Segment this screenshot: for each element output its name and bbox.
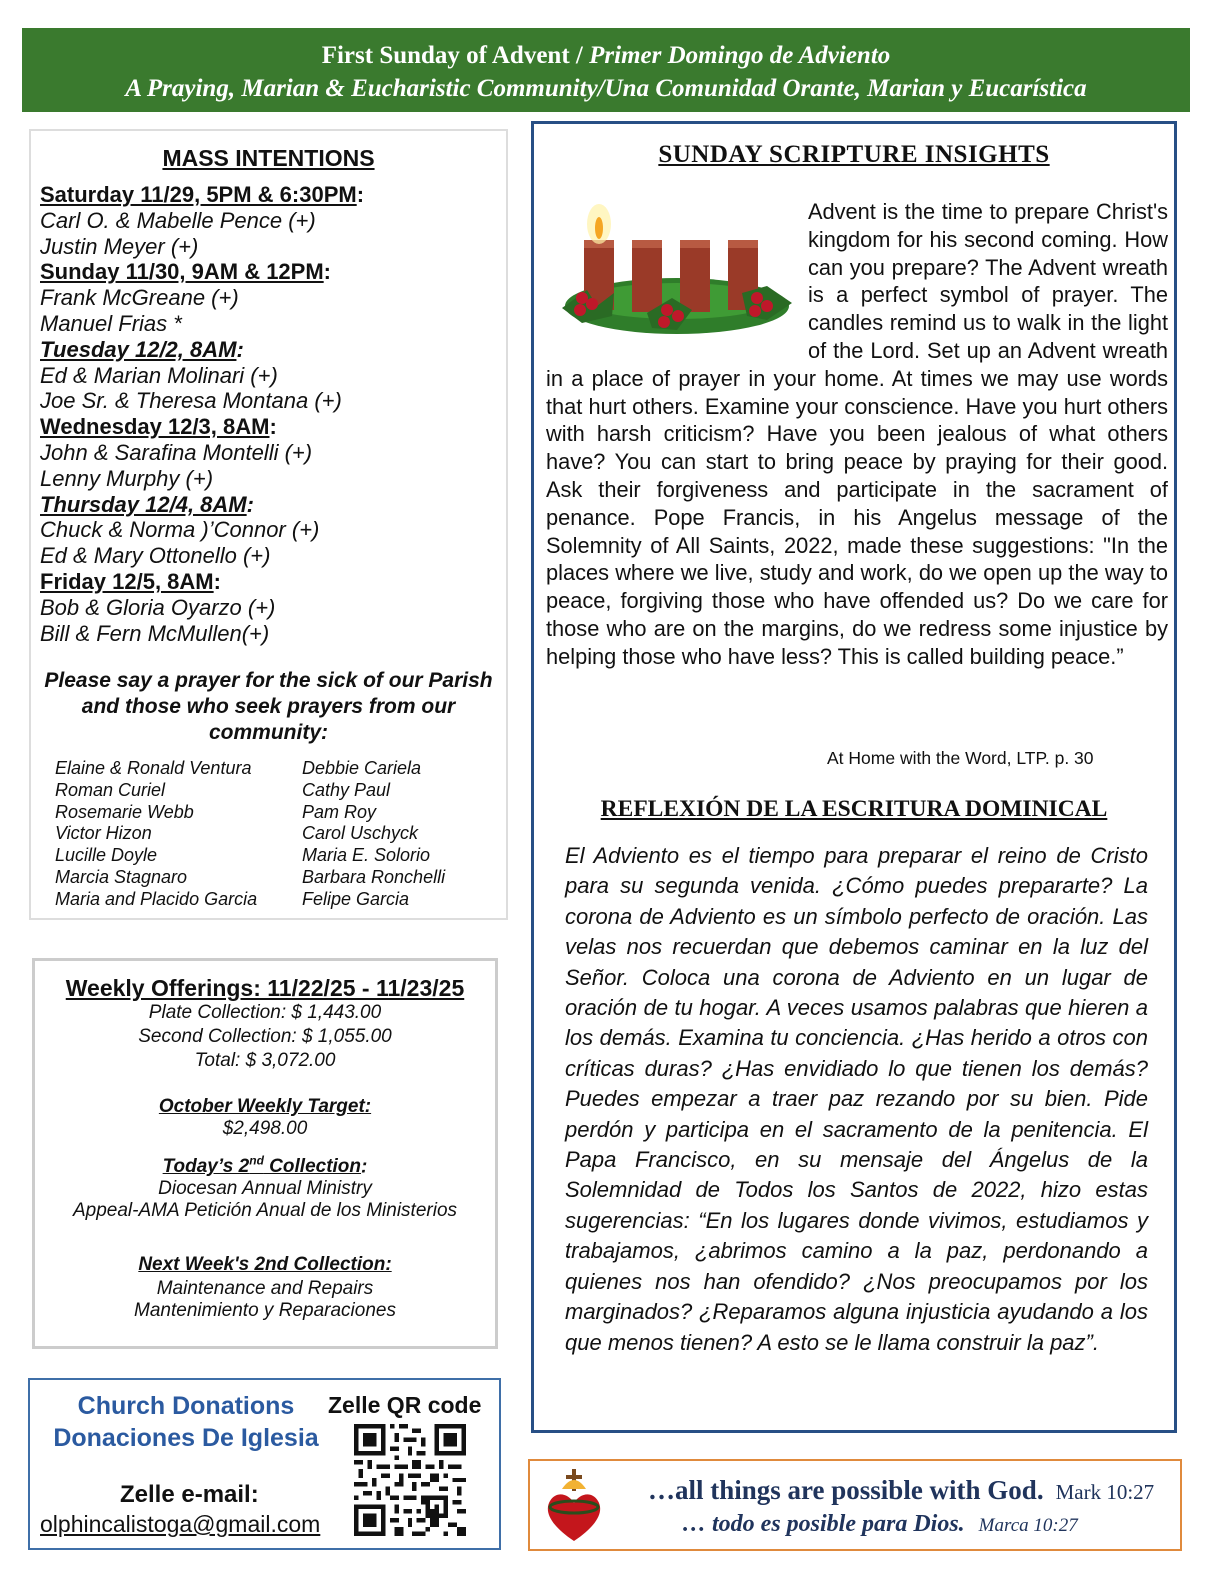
scripture-english [546,198,1168,671]
weekly-target-label: October Weekly Target: [158,1096,372,1117]
sick-list-left [55,758,257,911]
donations-title-en: Church Donations [77,1392,295,1420]
mass-intention-name: Lenny Murphy (+) [40,465,214,491]
quote-spanish-ref: Marca 10:27 [978,1515,1078,1536]
today-collection-line: Diocesan Annual Ministry [158,1178,372,1200]
zelle-email-link[interactable]: olphincalistoga@gmail.com [40,1511,321,1537]
mass-intention-name: Manuel Frias * [40,310,182,336]
mass-intention-name: Justin Meyer (+) [40,233,199,259]
church-donations-box [28,1378,501,1550]
donations-title-es: Donaciones De Iglesia [53,1424,319,1452]
mass-intention-name: Joe Sr. & Theresa Montana (+) [40,388,342,414]
scripture-insights-box [531,121,1177,1433]
scripture-title-es: REFLEXIÓN DE LA ESCRITURA DOMINICAL [600,796,1108,822]
mass-day: Tuesday 12/2, 8AM [40,336,237,362]
today-label-part: Collection [263,1156,362,1178]
prayer-request: Please say a prayer for the sick of our Parish and those who seek prayers from our community: [44,669,493,744]
header-line-2 [22,72,1190,105]
sick-name: Pam Roy [302,801,377,822]
sick-name: Rosemarie Webb [55,801,194,822]
mass-intentions-list: Saturday 11/29, 5PM & 6:30PM: Carl O. & Mabelle Pence (+) Justin Meyer (+) Sunday 11/30, 9AM & 12PM: Frank McGreane (+) Manuel Frias * Tuesday 12/2, 8AM: Ed & Marian Molinari (+) Joe Sr. & Theresa Montana (+) Wednesday 12/3, 8AM: John & Sarafina Montelli (+) Lenny Murphy (+) Thursday 12/4, 8AM: Chuck & Norma )’Connor (+) Ed & Mary Ottonello (+) Friday 12/5, 8AM: Bob & Gloria Oyarzo (+) Bill & Fern McMullen(+) [40,182,365,646]
today-label-part: Today’s 2 [162,1156,250,1178]
advent-wreath-icon [552,198,802,348]
today-collection-line: Appeal-AMA Petición Anual de los Ministerios [72,1200,458,1222]
sick-name: Roman Curiel [55,779,166,800]
sick-name: Cathy Paul [302,779,391,800]
plate-collection: Plate Collection: $ 1,443.00 [148,1002,382,1023]
weekly-target-value: $2,498.00 [222,1118,308,1139]
scripture-citation: At Home with the Word, LTP. p. 30 [827,748,1094,768]
mass-intention-name: Bob & Gloria Oyarzo (+) [40,594,276,620]
quote-english-text: …all things are possible with God. [648,1475,1044,1505]
weekly-offerings-box [32,958,498,1349]
total-collection: Total: $ 3,072.00 [194,1050,336,1071]
zelle-email-label: Zelle e-mail: [120,1481,259,1508]
header-title-en: First Sunday of Advent / [321,42,583,69]
mass-intention-name: Ed & Marian Molinari (+) [40,362,278,388]
header-subtitle: A Praying, Marian & Eucharistic Community/Una Comunidad Orante, Marian y Eucarística [125,75,1087,102]
mass-day: Friday 12/5, 8AM [40,568,214,594]
scripture-title: SUNDAY SCRIPTURE INSIGHTS [658,141,1050,168]
sick-list-right [302,758,445,911]
sick-name: Elaine & Ronald Ventura [55,758,252,778]
quote-english [648,1475,1154,1506]
header-title-es: Primer Domingo de Adviento [589,42,891,69]
zelle-qr-code[interactable] [354,1424,466,1536]
sick-name: Felipe Garcia [302,888,410,909]
mass-day: Wednesday 12/3, 8AM [40,414,270,440]
mass-intention-name: Chuck & Norma )’Connor (+) [40,517,320,543]
sick-name: Marcia Stagnaro [55,866,188,887]
sacred-heart-icon [542,1467,606,1547]
mass-intention-name: Carl O. & Mabelle Pence (+) [40,207,316,233]
header-line-1 [22,28,1190,72]
scripture-spanish-text: El Adviento es el tiempo para preparar el reino de Cristo para su segunda venida. ¿Cómo puedes prepararte? La corona de Adviento es un símbolo perfecto de oración. Las velas nos recuerdan que debemos caminar en la luz del Señor. Coloca una corona de Adviento en un lugar de oración de tu hogar. A veces usamos palabras que hieren a los demás. Examina tu conciencia. ¿Has herido a otros con críticas duras? ¿Has envidiado lo que tienen los demás? Puedes empezar a traer paz rezando por su bien. Pide perdón y participa en el sacramento de la penitencia. El Papa Francisco, en su mensaje del Ángelus de la Solemnidad de Todos los Santos de 2022, hizo estas sugerencias: “En los lugares donde vivimos, estudiamos y trabajamos, ¿abrimos camino a la paz, perdonando a quienes nos han ofendido? ¿Nos preocupamos por los marginados? ¿Reparamos alguna injusticia ayudando a los que menos tienen? A esto se le llama construir la paz”. [565,843,1148,1355]
next-collection-line: Maintenance and Repairs [156,1278,374,1300]
second-collection: Second Collection: $ 1,055.00 [138,1026,392,1047]
sick-name: Lucille Doyle [55,845,158,866]
today-collection-label: Today’s 2nd Collection: [162,1154,368,1178]
quote-spanish-text: … todo es posible para Dios. [682,1511,965,1537]
next-collection-line: Mantenimiento y Reparaciones [134,1300,396,1322]
today-label-sup: nd [249,1154,264,1168]
mass-intention-name: Ed & Mary Ottonello (+) [40,543,271,569]
mass-intention-name: Bill & Fern McMullen(+) [40,620,270,646]
sick-name: Maria E. Solorio [302,845,431,866]
mass-intentions-title: MASS INTENTIONS [162,145,375,171]
sick-name: Barbara Ronchelli [302,866,446,887]
sick-name: Carol Uschyck [302,823,419,844]
mass-intention-name: Frank McGreane (+) [40,285,239,311]
quote-spanish [682,1511,1078,1538]
sick-name: Debbie Cariela [302,758,422,778]
sick-name: Victor Hizon [55,823,152,844]
mass-day: Saturday 11/29, 5PM & 6:30PM [40,182,357,207]
header-banner [22,28,1190,112]
advent-wreath-image [546,198,808,364]
sick-name: Maria and Placido Garcia [55,888,258,909]
mass-intentions-box [29,129,508,920]
next-collection-label: Next Week's 2nd Collection: [138,1254,392,1276]
mass-day: Thursday 12/4, 8AM [40,491,247,517]
mass-intention-name: John & Sarafina Montelli (+) [40,439,313,465]
scripture-english-text: Advent is the time to prepare Christ's kingdom for his second coming. How can you prepare? The Advent wreath is a perfect symbol of prayer. The candles remind us to walk in the light of the Lord. Set up an Advent wreath in a place of prayer in your home. At times we may use words that hurt others. Examine your conscience. Have you hurt others with harsh criticism? Have you been jealous of what others have? You can start to bring peace by praying for their good. Ask their forgiveness and participate in the sacrament of penance. Pope Francis, in his Angelus message of the Solemnity of All Saints, 2022, made these suggestions: "In the places where we live, study and work, do we open up the way to peace, forgiving those who have offended us? Do we care for those who are on the margins, do we redress some injustice by helping those who have less? This is called building peace.” [546,199,1168,669]
quote-english-ref: Mark 10:27 [1055,1480,1155,1504]
bible-quote-box [528,1459,1182,1551]
offerings-title: Weekly Offerings: 11/22/25 - 11/23/25 [65,975,465,1001]
mass-day: Sunday 11/30, 9AM & 12PM [40,259,324,285]
qr-code-label: Zelle QR code [328,1392,482,1418]
donations-title [41,1390,331,1454]
